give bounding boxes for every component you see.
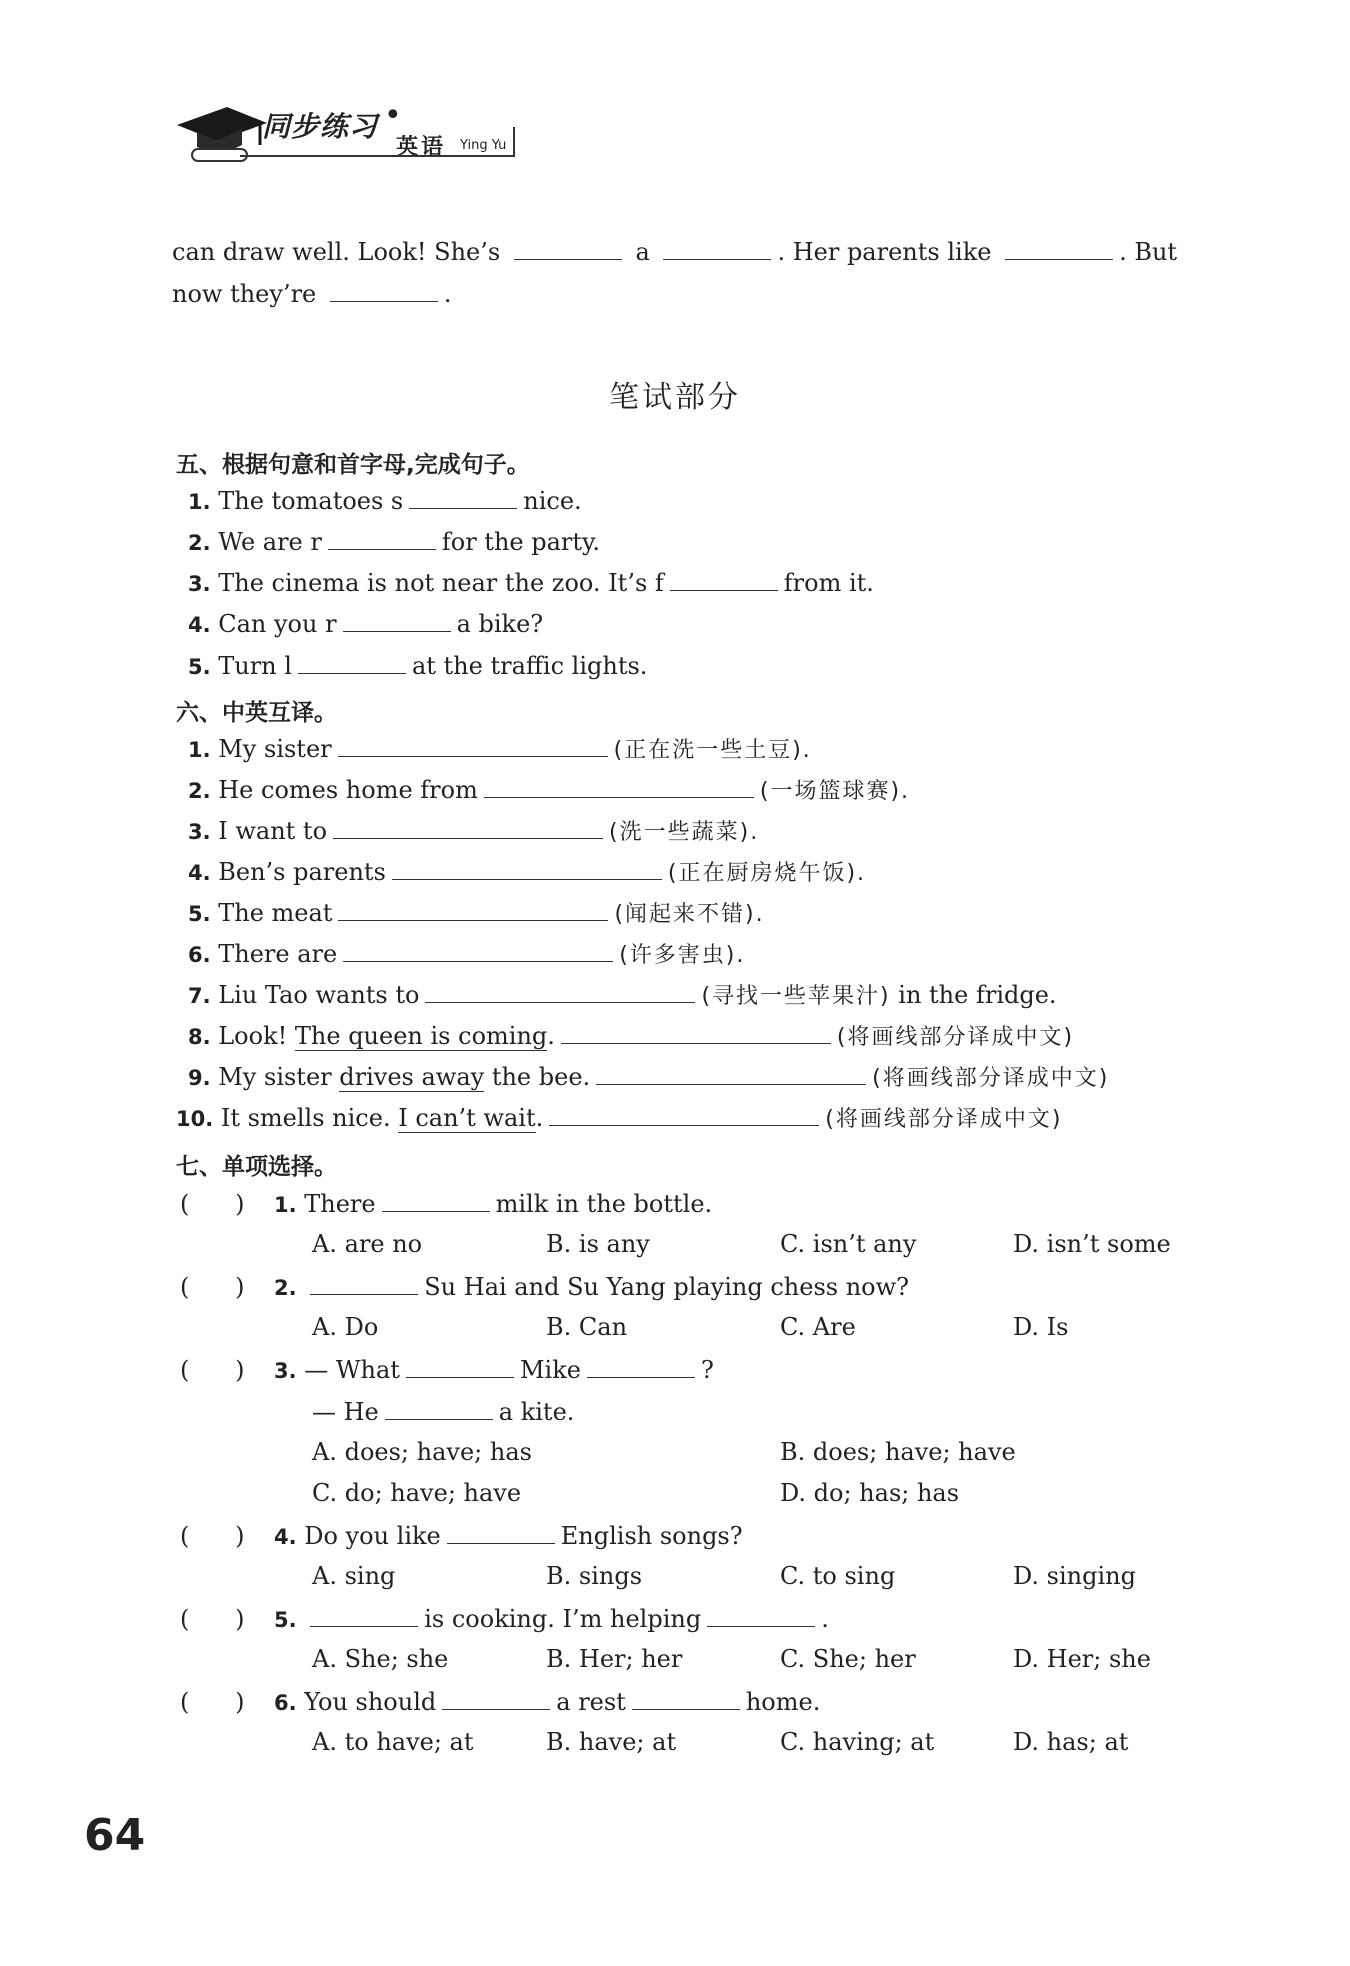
answer-blank[interactable]	[587, 1355, 695, 1378]
carryover-line-1: can draw well. Look! She’s a . Her parents like . But	[172, 238, 1178, 266]
sec6-item-8: 8. Look! The queen is coming. (将画线部分译成中文)	[188, 1022, 1075, 1050]
mc-q2: 2. Su Hai and Su Yang playing chess now?	[274, 1273, 910, 1301]
sec5-item-3: 3. The cinema is not near the zoo. It’s f from it.	[188, 569, 874, 597]
answer-blank[interactable]	[310, 1272, 418, 1295]
sec6-item-1: 1. My sister (正在洗一些土豆).	[188, 735, 812, 763]
mc-q1-option-c[interactable]: C. isn’t any	[780, 1230, 917, 1258]
sec7-title: 七、单项选择。	[176, 1154, 337, 1180]
mc-q6-option-d[interactable]: D. has; at	[1013, 1728, 1129, 1756]
sec6-title: 六、中英互译。	[176, 700, 337, 726]
answer-blank[interactable]	[1005, 237, 1113, 260]
sec5-item-2: 2. We are r for the party.	[188, 528, 601, 556]
carryover-line-2: now they’re .	[172, 280, 452, 308]
mc-q6-option-a[interactable]: A. to have; at	[312, 1728, 474, 1756]
mc-q4-option-d[interactable]: D. singing	[1013, 1562, 1136, 1590]
answer-paren[interactable]: ( )	[180, 1688, 245, 1716]
answer-blank[interactable]	[442, 1687, 550, 1710]
mc-q2-option-d[interactable]: D. Is	[1013, 1313, 1069, 1341]
answer-blank[interactable]	[632, 1687, 740, 1710]
mc-q5-option-c[interactable]: C. She; her	[780, 1645, 916, 1673]
sec6-item-3: 3. I want to (洗一些蔬菜).	[188, 817, 760, 845]
mc-q1: 1. There milk in the bottle.	[274, 1190, 713, 1218]
sec6-item-7: 7. Liu Tao wants to (寻找一些苹果汁) in the fridge.	[188, 981, 1057, 1009]
subject-pinyin: Ying Yu	[460, 138, 507, 153]
mc-q6-option-c[interactable]: C. having; at	[780, 1728, 935, 1756]
mc-q4-option-b[interactable]: B. sings	[546, 1562, 643, 1590]
answer-blank[interactable]	[549, 1103, 819, 1126]
mc-q3-option-a[interactable]: A. does; have; has	[312, 1438, 532, 1466]
header-rule-end	[513, 127, 515, 156]
mc-q5-option-d[interactable]: D. Her; she	[1013, 1645, 1151, 1673]
answer-blank[interactable]	[343, 939, 613, 962]
mc-q3-option-c[interactable]: C. do; have; have	[312, 1479, 522, 1507]
mc-q2-option-b[interactable]: B. Can	[546, 1313, 628, 1341]
mc-q2-option-c[interactable]: C. Are	[780, 1313, 856, 1341]
answer-blank[interactable]	[343, 609, 451, 632]
mc-q2-option-a[interactable]: A. Do	[312, 1313, 379, 1341]
mc-q4-option-c[interactable]: C. to sing	[780, 1562, 896, 1590]
answer-paren[interactable]: ( )	[180, 1190, 245, 1218]
mc-q3-line2: — He a kite.	[312, 1398, 575, 1426]
mc-q1-option-b[interactable]: B. is any	[546, 1230, 650, 1258]
answer-blank[interactable]	[382, 1189, 490, 1212]
sec6-item-5: 5. The meat (闻起来不错).	[188, 899, 765, 927]
mc-q1-option-d[interactable]: D. isn’t some	[1013, 1230, 1171, 1258]
answer-blank[interactable]	[670, 568, 778, 591]
answer-blank[interactable]	[425, 980, 695, 1003]
mc-q5: 5. is cooking. I’m helping .	[274, 1605, 829, 1633]
answer-blank[interactable]	[310, 1604, 418, 1627]
answer-blank[interactable]	[707, 1604, 815, 1627]
header-rule	[240, 155, 515, 157]
answer-blank[interactable]	[338, 898, 608, 921]
answer-blank[interactable]	[406, 1355, 514, 1378]
answer-blank[interactable]	[338, 734, 608, 757]
answer-blank[interactable]	[328, 527, 436, 550]
answer-paren[interactable]: ( )	[180, 1522, 245, 1550]
mc-q5-option-a[interactable]: A. She; she	[312, 1645, 449, 1673]
answer-blank[interactable]	[447, 1521, 555, 1544]
answer-blank[interactable]	[385, 1397, 493, 1420]
sec6-item-9: 9. My sister drives away the bee. (将画线部分译成中文)	[188, 1063, 1110, 1091]
answer-paren[interactable]: ( )	[180, 1605, 245, 1633]
answer-blank[interactable]	[484, 775, 754, 798]
sec6-item-6: 6. There are (许多害虫).	[188, 940, 746, 968]
mc-q1-option-a[interactable]: A. are no	[312, 1230, 423, 1258]
header-dot: •	[384, 98, 402, 133]
mc-q3-option-b[interactable]: B. does; have; have	[780, 1438, 1016, 1466]
answer-blank[interactable]	[298, 651, 406, 674]
answer-blank[interactable]	[596, 1062, 866, 1085]
mc-q5-option-b[interactable]: B. Her; her	[546, 1645, 683, 1673]
sec6-item-4: 4. Ben’s parents (正在厨房烧午饭).	[188, 858, 867, 886]
answer-blank[interactable]	[409, 486, 517, 509]
mc-q4: 4. Do you like English songs?	[274, 1522, 743, 1550]
sec5-item-4: 4. Can you r a bike?	[188, 610, 544, 638]
mc-q3-option-d[interactable]: D. do; has; has	[780, 1479, 960, 1507]
subject-name: 英语	[396, 135, 447, 160]
sec5-title: 五、根据句意和首字母,完成句子。	[176, 452, 530, 478]
sec6-item-10: 10. It smells nice. I can’t wait. (将画线部分译成中文)	[176, 1104, 1063, 1132]
mc-q3-line1: 3. — What Mike ?	[274, 1356, 714, 1384]
mc-q4-option-a[interactable]: A. sing	[312, 1562, 396, 1590]
series-name: 同步练习	[262, 110, 379, 143]
mc-q6: 6. You should a rest home.	[274, 1688, 821, 1716]
sec5-item-5: 5. Turn l at the traffic lights.	[188, 652, 648, 680]
answer-blank[interactable]	[392, 857, 662, 880]
answer-blank[interactable]	[561, 1021, 831, 1044]
sec6-item-2: 2. He comes home from (一场篮球赛).	[188, 776, 911, 804]
answer-paren[interactable]: ( )	[180, 1273, 245, 1301]
answer-paren[interactable]: ( )	[180, 1356, 245, 1384]
page-number: 64	[84, 1810, 146, 1861]
answer-blank[interactable]	[330, 279, 438, 302]
mc-q6-option-b[interactable]: B. have; at	[546, 1728, 677, 1756]
sec5-item-1: 1. The tomatoes s nice.	[188, 487, 582, 515]
answer-blank[interactable]	[333, 816, 603, 839]
answer-blank[interactable]	[514, 237, 622, 260]
section-title: 笔试部分	[609, 380, 741, 415]
answer-blank[interactable]	[663, 237, 771, 260]
